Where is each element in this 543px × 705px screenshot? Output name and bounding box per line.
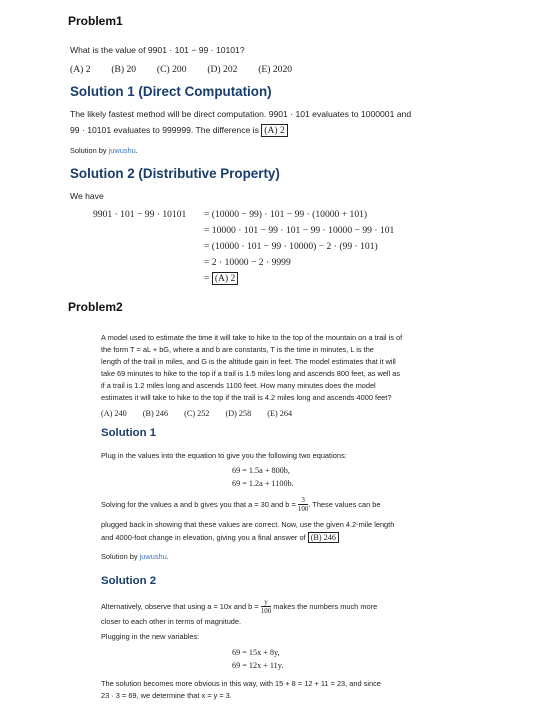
choice-b: (B) 246 xyxy=(142,409,169,418)
credit-suffix: . xyxy=(135,146,138,155)
solution2-eq-line-1: = (10000 − 99) · 101 − 99 · (10000 + 101) xyxy=(204,209,368,220)
choice-d: (D) 258 xyxy=(225,409,252,418)
choice-b: (B) 20 xyxy=(111,64,137,75)
line3-text: and 4000-foot change in elevation, giving you a final answer of xyxy=(101,533,306,542)
solution2-eq-final xyxy=(204,273,238,284)
problem1-choices xyxy=(70,64,292,75)
problem2-title: Problem2 xyxy=(68,300,123,314)
p2-solution2-eq2: 69 = 12x + 11y. xyxy=(232,661,284,670)
solution1-answer-box: (A) 2 xyxy=(261,124,288,137)
p2-solution1-eq2: 69 = 1.2a + 1100b. xyxy=(232,479,294,488)
solution1-line2-text: 99 · 10101 evaluates to 999999. The difference is xyxy=(70,125,259,135)
choice-d: (D) 202 xyxy=(207,64,238,75)
p2-solution1-credit xyxy=(101,552,169,561)
p2-solution2-line5: 23 · 3 = 69, we determine that x = y = 3. xyxy=(101,691,232,700)
solution2-heading: Solution 2 (Distributive Property) xyxy=(70,166,280,181)
solution2-eq-line-3: = (10000 · 101 − 99 · 10000) − 2 · (99 · 101) xyxy=(204,241,378,252)
fraction-y-over-100 xyxy=(261,599,272,615)
choice-e: (E) 2020 xyxy=(258,64,293,75)
choice-c: (C) 200 xyxy=(156,64,187,75)
fraction-numerator: 3 xyxy=(301,496,305,504)
author-link[interactable]: juwushu xyxy=(108,146,136,155)
line1-prefix: Alternatively, observe that using a = 10x and b = xyxy=(101,601,259,611)
solve-prefix: Solving for the values a and b gives you that a = 30 and b = xyxy=(101,499,296,509)
p2-solution1-heading: Solution 1 xyxy=(101,427,157,439)
p2-solution2-line2: closer to each other in terms of magnitude. xyxy=(101,617,242,626)
choice-a: (A) 240 xyxy=(101,409,127,418)
author-link[interactable]: juwushu xyxy=(139,552,167,561)
line1-suffix: makes the numbers much more xyxy=(273,601,378,611)
problem2-question-line-1: A model used to estimate the time it will take to hike to the top of the mountain on a trail is of xyxy=(101,333,403,342)
fraction-numerator: y xyxy=(264,598,268,606)
solution2-eq-line-2: = 10000 · 101 − 99 · 101 − 99 · 10000 − 99 · 101 xyxy=(204,225,395,236)
solution2-answer-box: (A) 2 xyxy=(212,272,239,285)
solution1-credit xyxy=(70,146,138,155)
solution1-line2 xyxy=(70,125,288,136)
p2-solution1-answer-box: (B) 246 xyxy=(308,532,339,543)
problem2-question-line-2: the form T = aL + bG, where a and b are constants, T is the time in minutes, L is the xyxy=(101,345,374,354)
problem2-question-line-6: estimates it will take to hike to the top if the trail is 4.2 miles long and ascends 4000 feet? xyxy=(101,393,392,402)
choice-c: (C) 252 xyxy=(184,409,210,418)
solution2-eq-line-4: = 2 · 10000 − 2 · 9999 xyxy=(204,257,291,268)
choice-a: (A) 2 xyxy=(70,64,91,75)
solve-suffix: . These values can be xyxy=(308,499,381,509)
problem2-question-line-4: take 69 minutes to hike to the top if a trail is 1.5 miles long and ascends 800 feet, as well as xyxy=(101,369,401,378)
problem2-question-line-3: length of the trail in miles, and G is the altitude gain in feet. The model estimates that it will xyxy=(101,357,396,366)
p2-solution2-line3: Plugging in the new variables: xyxy=(101,632,200,641)
problem1-title: Problem1 xyxy=(68,14,123,28)
p2-solution2-eq1: 69 = 15x + 8y, xyxy=(232,648,280,657)
fraction-b xyxy=(298,497,309,513)
problem2-choices xyxy=(101,409,292,418)
p2-solution2-line4: The solution becomes more obvious in this way, with 15 + 8 = 12 + 11 = 23, and since xyxy=(101,679,381,688)
final-equals: = xyxy=(204,273,210,284)
p2-solution1-intro: Plug in the values into the equation to give you the following two equations: xyxy=(101,451,347,460)
fraction-denominator: 100 xyxy=(297,505,309,513)
solution2-intro: We have xyxy=(70,191,104,201)
credit-prefix: Solution by xyxy=(101,552,140,561)
p2-solution1-solve-line xyxy=(101,497,381,513)
problem2-question-line-5: if a trail is 1.2 miles long and ascends 1100 feet. How many minutes does the model xyxy=(101,381,376,390)
credit-prefix: Solution by xyxy=(70,146,109,155)
p2-solution1-line3 xyxy=(101,533,339,542)
p2-solution1-eq1: 69 = 1.5a + 800b, xyxy=(232,466,290,475)
credit-suffix: . xyxy=(166,552,169,561)
problem1-question: What is the value of 9901 · 101 − 99 · 10101? xyxy=(70,45,245,55)
p2-solution1-line2: plugged back in showing that these values are correct. Now, use the given 4.2-mile length xyxy=(101,520,395,529)
solution1-line1: The likely fastest method will be direct computation. 9901 · 101 evaluates to 1000001 and xyxy=(70,109,412,119)
solution2-eq-lhs: 9901 · 101 − 99 · 10101 xyxy=(93,209,187,220)
fraction-denominator: 100 xyxy=(260,607,272,615)
solution1-heading: Solution 1 (Direct Computation) xyxy=(70,84,272,99)
p2-solution2-heading: Solution 2 xyxy=(101,575,157,587)
p2-solution2-line1 xyxy=(101,599,377,615)
choice-e: (E) 264 xyxy=(267,409,293,418)
